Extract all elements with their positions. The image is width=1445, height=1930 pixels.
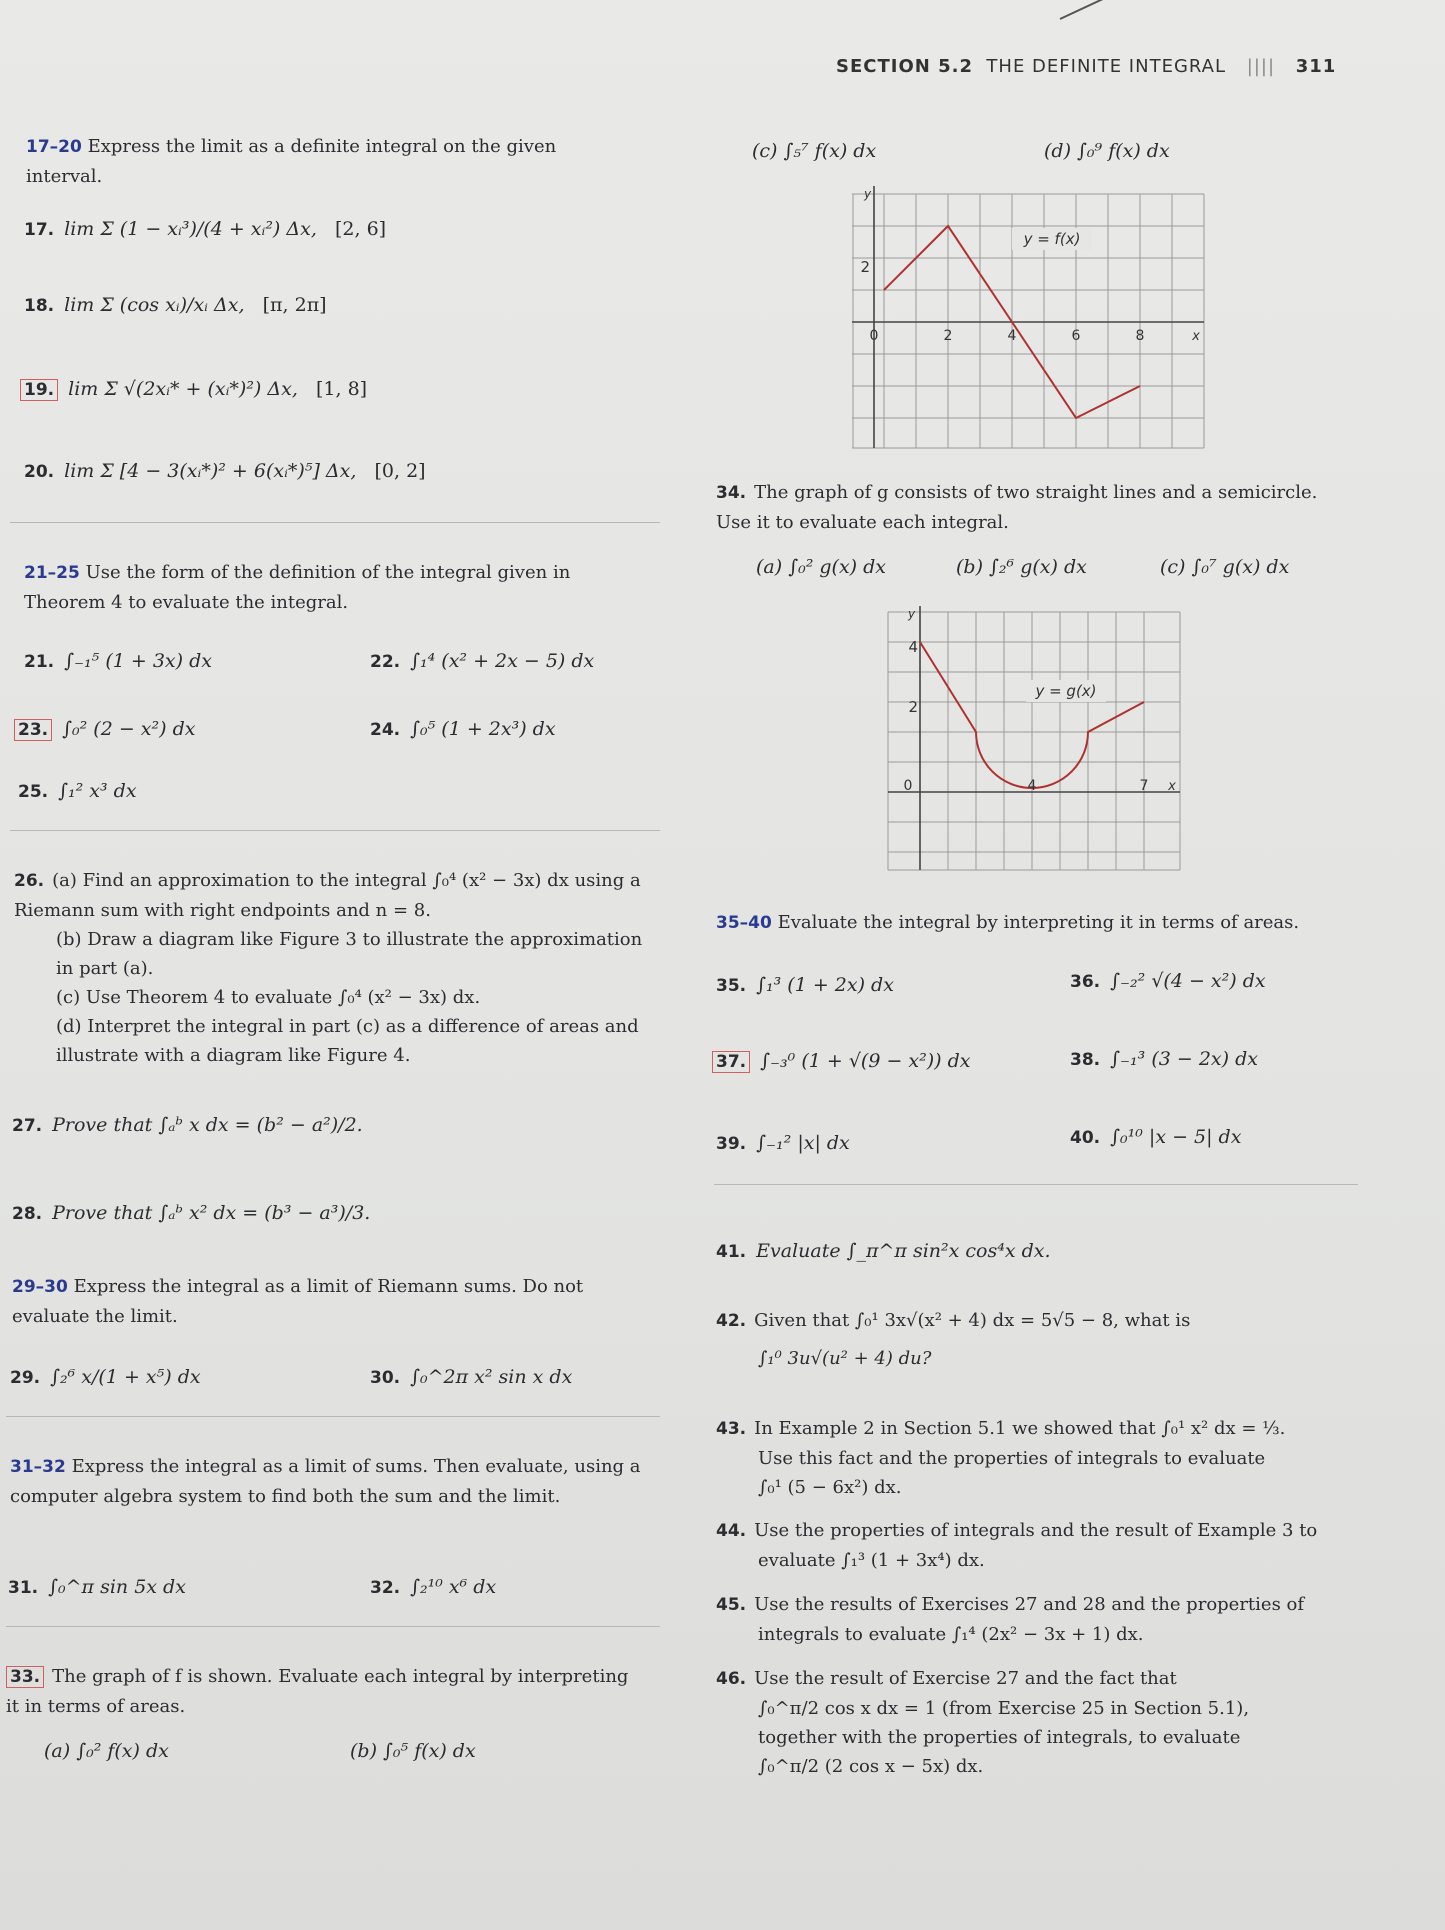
section-title: THE DEFINITE INTEGRAL [986,56,1227,77]
exercise-29: 29. ∫₂⁶ x/(1 + x⁵) dx [10,1366,201,1388]
exercise-40: 40. ∫₀¹⁰ |x − 5| dx [1070,1126,1242,1148]
exercise-32: 32. ∫₂¹⁰ x⁶ dx [370,1576,497,1598]
exercise-28: 28. Prove that ∫ₐᵇ x² dx = (b³ − a³)/3. [12,1202,371,1224]
divider [714,1184,1358,1185]
exercise-27: 27. Prove that ∫ₐᵇ x dx = (b² − a²)/2. [12,1114,363,1136]
x-tick-8: 8 [1135,328,1145,344]
g-label: y = g(x) [1035,682,1097,700]
exercise-43: 43. In Example 2 in Section 5.1 we showed that ∫₀¹ x² dx = ⅓. Use this fact and the properties of integrals to evaluate ∫₀¹ (5 − 6x²) dx. [716,1418,1286,1498]
x-axis-label: x [1168,779,1176,794]
x-tick-4: 4 [1027,778,1037,794]
divider [6,1626,660,1627]
exercise-35: 35. ∫₁³ (1 + 2x) dx [716,974,894,996]
exercise-24: 24. ∫₀⁵ (1 + 2x³) dx [370,718,556,740]
x-tick-7: 7 [1139,778,1149,794]
divider [6,1416,660,1417]
exercise-17: 17. lim Σ (1 − xᵢ³)/(4 + xᵢ²) Δx, [2, 6] [24,218,387,240]
exercise-31: 31. ∫₀^π sin 5x dx [8,1576,186,1598]
instruction-21-25: 21–25 Use the form of the definition of the integral given in Theorem 4 to evaluate the integral. [24,562,571,613]
exercise-26: 26. (a) Find an approximation to the integral ∫₀⁴ (x² − 3x) dx using a Riemann sum with right endpoints and n = 8. (b) Draw a diagram like Figure 3 to illustrate the approximation in part (a). (c) Use Theorem 4 to evaluate ∫₀⁴ (x² − 3x) dx. (d) Interpret the integral in part (c) as a difference of areas and illustrate with a diagram like Figure 4. [14,870,643,1066]
exercise-39: 39. ∫₋₁² |x| dx [716,1132,850,1154]
exercise-34: 34. The graph of g consists of two straight lines and a semicircle. Use it to evaluate each integral. [716,482,1318,533]
page-number: 311 [1295,56,1337,77]
exercise-34a: (a) ∫₀² g(x) dx [756,556,886,578]
y-axis-label: y [908,607,916,621]
divider [10,522,660,523]
exercise-34c: (c) ∫₀⁷ g(x) dx [1160,556,1290,578]
exercise-45: 45. Use the results of Exercises 27 and 28 and the properties of integrals to evaluate ∫₁⁴ (2x² − 3x + 1) dx. [716,1594,1305,1645]
exercise-22: 22. ∫₁⁴ (x² + 2x − 5) dx [370,650,595,672]
instruction-31-32: 31–32 Express the integral as a limit of sums. Then evaluate, using a computer algebra system to find both the sum and the limit. [10,1456,641,1507]
graph-g [886,604,1182,872]
instruction-35-40: 35–40 Evaluate the integral by interpreting it in terms of areas. [716,912,1300,933]
f-label: y = f(x) [1023,230,1081,248]
instruction-29-30: 29–30 Express the integral as a limit of Riemann sums. Do not evaluate the limit. [12,1276,584,1327]
exercise-19: 19. lim Σ √(2xᵢ* + (xᵢ*)²) Δx, [1, 8] [20,378,367,400]
y-tick-2: 2 [860,258,870,276]
exercise-33: 33. The graph of f is shown. Evaluate each integral by interpreting it in terms of areas. [6,1666,629,1717]
y-tick-4: 4 [908,638,918,656]
exercise-20: 20. lim Σ [4 − 3(xᵢ*)² + 6(xᵢ*)⁵] Δx, [0, 2] [24,460,426,482]
x-tick-2: 2 [943,328,953,344]
x-tick-4: 4 [1007,328,1017,344]
exercise-33c: (c) ∫₅⁷ f(x) dx [752,140,877,162]
exercise-33a: (a) ∫₀² f(x) dx [44,1740,169,1762]
instruction-17-20: 17–20 Express the limit as a definite integral on the given interval. [26,136,557,187]
exercise-42: 42. Given that ∫₀¹ 3x√(x² + 4) dx = 5√5 − 8, what is ∫₁⁰ 3u√(u² + 4) du? [716,1310,1191,1369]
exercise-38: 38. ∫₋₁³ (3 − 2x) dx [1070,1048,1258,1070]
graph-f [852,184,1206,450]
header-separator: |||| [1246,56,1276,77]
exercise-33d: (d) ∫₀⁹ f(x) dx [1044,140,1170,162]
exercise-25: 25. ∫₁² x³ dx [18,780,137,802]
exercise-33b: (b) ∫₀⁵ f(x) dx [350,1740,476,1762]
exercise-34b: (b) ∫₂⁶ g(x) dx [956,556,1087,578]
page-header [836,56,1336,77]
exercise-18: 18. lim Σ (cos xᵢ)/xᵢ Δx, [π, 2π] [24,294,327,316]
section-number: SECTION 5.2 [836,56,973,77]
divider [10,830,660,831]
y-axis-label: y [864,187,872,201]
x-axis-label: x [1192,329,1200,344]
x-tick-0: 0 [903,778,913,794]
exercise-46: 46. Use the result of Exercise 27 and the fact that ∫₀^π/2 cos x dx = 1 (from Exercise 25 in Section 5.1), together with the properties of integrals, to evaluate ∫₀^π/2 (2 cos x − 5x) dx. [716,1668,1250,1777]
exercise-37: 37. ∫₋₃⁰ (1 + √(9 − x²)) dx [712,1050,971,1072]
exercise-44: 44. Use the properties of integrals and the result of Example 3 to evaluate ∫₁³ (1 + 3x⁴) dx. [716,1520,1318,1571]
pen-mark [1060,0,1242,20]
exercise-23: 23. ∫₀² (2 − x²) dx [14,718,195,740]
x-tick-0: 0 [869,328,879,344]
exercise-41: 41. Evaluate ∫_π^π sin²x cos⁴x dx. [716,1240,1051,1262]
exercise-36: 36. ∫₋₂² √(4 − x²) dx [1070,970,1266,992]
exercise-30: 30. ∫₀^2π x² sin x dx [370,1366,573,1388]
y-tick-2: 2 [908,698,918,716]
exercise-21: 21. ∫₋₁⁵ (1 + 3x) dx [24,650,212,672]
x-tick-6: 6 [1071,328,1081,344]
